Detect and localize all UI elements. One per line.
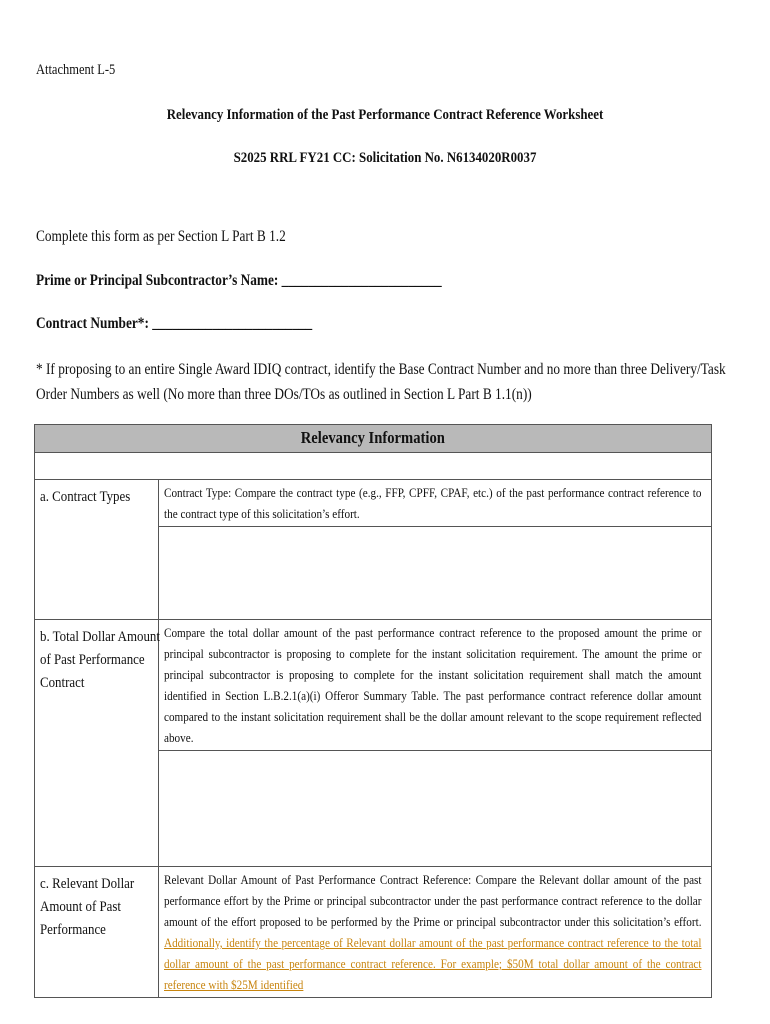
row-label-contract-types [35,480,159,620]
row-description-relevant-dollar [159,867,712,998]
table-row [35,620,712,751]
document-title: Relevancy Information of the Past Performance Contract Reference Worksheet [166,107,604,123]
row-description-text-wrapper [164,869,702,995]
table-header-label: Relevancy Information [300,428,446,447]
row-description-text: Relevant Dollar Amount of Past Performance Contract Reference: Compare the Relevant dollar amount of the past performance effort by the Prime or principal subcontractor under the past performance contract reference to the dollar amount of the effort proposed to be performed by the Prime or principal subcontractor under this solicitation’s effort. [164,872,702,929]
attachment-label: Attachment L-5 [36,62,116,78]
relevancy-table [34,424,712,998]
document-subtitle: S2025 RRL FY21 CC: Solicitation No. N6134020R0037 [233,150,537,166]
table-header [35,425,712,453]
contract-number-field[interactable]: Contract Number*: ________________________ [36,315,313,332]
response-field-contract-types[interactable] [159,527,712,620]
highlighted-revision-text: Additionally, identify the percentage of Relevant dollar amount of the past performance contract reference to the total dollar amount of the past performance contract reference. For example; $50M total dollar amount of the contract reference with $25M identified [164,935,702,992]
footnote: * If proposing to an entire Single Award IDIQ contract, identify the Base Contract Number and no more than three Delivery/Task Order Numbers as well (No more than three DOs/TOs as outlined in Section L Part B 1.1(n)) [36,361,726,403]
row-label-text: a. Contract Types [40,489,131,505]
prime-name-field[interactable]: Prime or Principal Subcontractor’s Name: ________________________ [36,272,442,289]
row-description-total-dollar [159,620,712,751]
row-description-contract-types [159,480,712,527]
row-description-text: Contract Type: Compare the contract type (e.g., FFP, CPFF, CPAF, etc.) of the past performance contract reference to the contract type of this solicitation’s effort. [164,485,702,521]
form-instruction: Complete this form as per Section L Part B 1.2 [36,228,286,245]
row-description-text: Compare the total dollar amount of the past performance contract reference to the proposed amount the prime or principal subcontractor is proposing to complete for the instant solicitation requirement. The amount the prime or principal subcontractor is proposing to complete for the instant solicitation requirement shall match the amount identified in Section L.B.2.1(a)(i) Offeror Summary Table. The past performance contract reference dollar amount compared to the instant solicitation requirement shall be the dollar amount relevant to the scope requirement reflected above. [164,625,702,745]
row-label-text: c. Relevant Dollar Amount of Past Performance [40,876,135,938]
response-field-total-dollar[interactable] [159,751,712,867]
row-label-relevant-dollar [35,867,159,998]
table-spacer-row [35,453,712,480]
row-label-total-dollar [35,620,159,867]
row-label-text: b. Total Dollar Amount of Past Performance Contract [40,629,160,691]
table-row [35,867,712,998]
table-row [35,480,712,527]
